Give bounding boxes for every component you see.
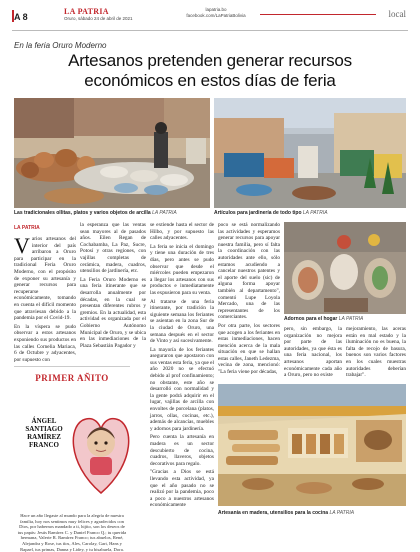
article-column-4 (218, 222, 280, 382)
social-links (186, 7, 246, 19)
article-column-3 (150, 222, 214, 532)
paragraph: mejoramiento, las aceras están en mal estado y la iluminación no es buena, la falta de recojo de basura, buenos son varios factores en los cuales muestras autoridades deberían trabajar". (346, 326, 406, 379)
article-column-6 (346, 326, 406, 381)
photo-decor (284, 222, 406, 314)
caption-woodcraft-text: Artesanía en madera, utensilios para la cocina (218, 510, 329, 516)
paragraph: La mayoría de los feriantes aseguraron que apostaron con sus ventas esta feria, ya que el año 2020 no se efectuó debido al prof confinamiento; no obstante, este año se desarrolló con normalidad y la gente podrá adquirir en el lugar, vajillas de arcilla con envoltes de porcelana (platos, jarros, ollas, cocinas, etc.), además de alcancías, muebles y adornos para jardinería. (150, 346, 214, 432)
drop-cap: V (14, 233, 30, 258)
paragraph: la esperanza que las ventas sean mayores al de pasados años. Eilen Regan de Cochabamba, La Paz, Sucre, Potosí y otras regiones, con vajillas completas de cerámica, madera, cuadros, utensilios de jardinería, etc. (80, 222, 146, 275)
birthday-title: PRIMER AÑITO (35, 373, 109, 383)
paragraph: Por otra parte, los sectores que acogen a los feriantes en estas inmediaciones, hacen mención acerca de la mala situación en que se hallan estas calles, Janeth Ledezma, vecina de zona, mencionó: "La feria viene por décadas, (218, 322, 280, 376)
section-label: local (388, 9, 406, 19)
photo-woodcraft (218, 384, 406, 506)
birthday-name: ÁNGEL SANTIAGO RAMÍREZ FRANCO (25, 417, 63, 449)
page-header (0, 0, 420, 34)
caption-decor (284, 316, 363, 322)
issue-date: Oruro, sábado 24 de abril de 2021 (64, 16, 133, 21)
article-column-5 (284, 326, 342, 381)
paragraph: se extiende hasta el sector de Hilbo, y por supuesto las calles adyacentes. (150, 222, 214, 242)
newspaper-name: LA PATRIA (64, 7, 109, 16)
paragraph: "Gracias a Dios se está llevando esta actividad, ya que el año pasado no se realizó por la pandemia, poco a poco a nuestros artesanos económicamente (150, 469, 214, 509)
heart-photo-frame (72, 393, 130, 503)
caption-woodcraft-credit: LA PATRIA (329, 510, 355, 516)
paragraph: La feria se inicia el domingo y tiene una duración de tres días, pero antes se pudo observar que desde el miércoles pueden empezaron a llegar los artesanos con sus productos e inmediatamente las expusieron para su venta. (150, 243, 214, 296)
photo-pottery (14, 98, 210, 208)
article-kicker: En la feria Oruro Moderno (14, 41, 107, 50)
paragraph: Pero cuenta la artesanía en madera es un sector descubierto de cocina, cuadros, llaveros, objetos decorativos para regalo. (150, 434, 214, 467)
woodcraft-image (218, 384, 406, 506)
article-headline: Artesanos pretenden generar recursos económicos en estos días de feria (68, 51, 352, 90)
caption-garden-text: Artículos para jardinería de todo tipo (214, 210, 302, 216)
birthday-announcement (14, 366, 130, 552)
article-column-2 (80, 222, 146, 351)
pottery-image (14, 98, 210, 208)
decor-image (284, 222, 406, 314)
section-divider (260, 14, 376, 15)
article-column-1 (14, 233, 76, 365)
garden-image (214, 98, 406, 208)
caption-pottery-text: Las tradicionales ollitas, platos y varios objetos de arcilla (14, 210, 151, 216)
header-rule (12, 30, 408, 31)
caption-pottery (14, 210, 177, 216)
caption-pottery-credit: LA PATRIA (152, 210, 177, 216)
photo-garden (214, 98, 406, 208)
paragraph: arios artesanos del interior del país arribaron a Oruro para participar en la tradicional Feria Oruro Moderno, con el propósito de exponer su artesanía y generar recursos para recuperarse económicamente, tomando en cuenta el difícil momento que atraviesan debido a la pandemia por el Covid-19. (14, 236, 76, 322)
caption-woodcraft (218, 510, 354, 516)
paragraph: En la víspera se pudo observar a estos artesanos exponiendo sus productos en las calles Cornelia Mariaca, 6 de Octubre y adyacentes, por supuesto con (14, 323, 76, 363)
page-number: A 8 (14, 12, 28, 22)
caption-garden (214, 210, 328, 216)
birthday-message: Hace un año llegaste al mundo para la alegría de nuestra familia, hoy nos sentimos muy felices y agradecidos con Dios, por habernos mandado a ti, hijito, son los deseos de tus papás: Jesús Ramírez C. y Daniel Franco Q.; tu querida hermana, Valerie R. Ramírez Franco; tus abuelos, René, Alejandra y Rose, tus tíos, Ales, Carolay, Gari, Hans y Rapael, tus primas, Danna y Lidey, y tu bisabuela, Dora. (17, 513, 127, 552)
paragraph: Al tratarse de una feria itinerante, por tradición la siguiente semana los feriantes se asientan en la zona Sur de la ciudad de Oruro, una semana después en el sector de Vinto y así sucesivamente. (150, 298, 214, 345)
paragraph: La Feria Oruro Moderno es una feria itinerante que se desarrolla anualmente por décadas, en la cual se presentan diferentes rubros y gremios. En la actualidad, esta actividad es organizada por el Gobierno Autónomo Municipal de Oruro, y se ubica en las inmediaciones de la Plaza Sebastián Pagador y (80, 276, 146, 349)
caption-decor-credit: LA PATRIA (338, 316, 364, 322)
paragraph: poco se está normalizando las actividades y esperamos generar recursos para apoyar nuestra familia, pero sí falta la coordinación con las autoridades ante ello, sólo estamos acudiendo a cancelar nuestros patentes y el aporte del suelo (sic) de alguna forma apoyar también al departamento", comentó Lupe Loyola Mercado, una de las representantes de los comerciantes. (218, 222, 280, 321)
paragraph: pero, sin embargo, la organización no mejora por parte de las autoridades, ya que ésta es una feria nacional, los artesanos aportan económicamente cada año a Oruro, pero no existe (284, 326, 342, 379)
website-link[interactable]: lapatria.bo (205, 7, 227, 12)
facebook-link[interactable]: facebook.com/LaPatriaBolivia (186, 13, 246, 18)
article-byline: LA PATRIA (14, 225, 40, 231)
caption-garden-credit: LA PATRIA (302, 210, 328, 216)
caption-decor-text: Adornos para el hogar (284, 316, 338, 322)
